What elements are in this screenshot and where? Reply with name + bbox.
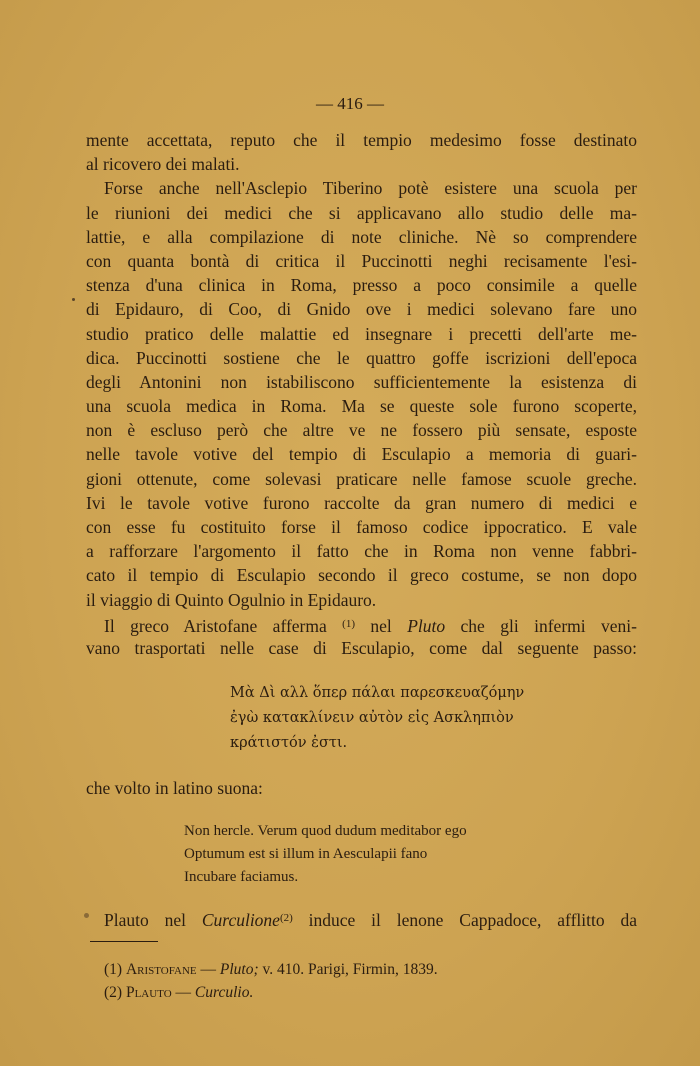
footnote	[104, 981, 438, 1004]
text-segment: gioni ottenute, come solevasi praticare nelle famose scuole greche.	[86, 468, 637, 489]
text-line	[86, 225, 637, 249]
text-line	[86, 273, 637, 297]
text-line	[86, 128, 637, 152]
latin-line: Optumum est si illum in Aesculapii fano	[184, 846, 428, 862]
text-segment: Pluto;	[219, 961, 259, 978]
text-line: che volto in latino suona:	[86, 778, 263, 798]
text-segment: (1)	[104, 961, 126, 978]
greek-quote	[230, 681, 524, 756]
text-line	[86, 152, 637, 176]
latin-line: Incubare faciamus.	[184, 869, 299, 885]
text-segment: studio pratico delle malattie ed insegnare i precetti dell'arte me-	[86, 323, 637, 344]
text-line	[86, 346, 637, 370]
text-line	[86, 370, 637, 394]
footnote-divider	[90, 941, 158, 942]
scan-speck	[72, 298, 75, 301]
text-segment: di Epidauro, di Coo, di Gnido ove i medici solevano fare uno	[86, 299, 637, 320]
text-segment: Pluto	[407, 615, 446, 636]
text-segment: Plauto nel	[104, 910, 202, 930]
text-segment: con quanta bontà di critica il Puccinotti neghi recisamente l'esi-	[86, 250, 637, 271]
text-segment: vano trasportati nelle case di Esculapio, come dal seguente passo:	[86, 637, 637, 658]
text-segment: nel	[355, 615, 408, 636]
text-segment: Plauto	[125, 984, 172, 1001]
text-segment: (2)	[104, 984, 126, 1001]
text-segment: stenza d'una clinica in Roma, presso a poco consimile a quelle	[86, 275, 637, 296]
text-segment: Ivi le tavole votive furono raccolte da gran numero di medici e	[86, 492, 637, 513]
text-segment: una scuola medica in Roma. Ma se queste sole furono scoperte,	[86, 396, 637, 417]
footnote-ref: (1)	[342, 617, 355, 630]
text-segment: Curculio.	[194, 984, 254, 1001]
text-line	[86, 442, 637, 466]
last-paragraph	[86, 906, 637, 930]
text-segment: Il greco Aristofane afferma	[104, 615, 343, 636]
footnotes	[104, 958, 438, 1004]
text-line	[86, 322, 637, 346]
text-segment: degli Antonini non istabiliscono sufficientemente la esistenza di	[86, 371, 637, 392]
text-segment: mente accettata, reputo che il tempio medesimo fosse destinato	[86, 130, 637, 150]
page-number: — 416 —	[316, 94, 384, 113]
text-line	[86, 491, 637, 515]
text-segment: lattie, e alla compilazione di note cliniche. Nè so comprendere	[86, 226, 637, 247]
text-segment: —	[196, 961, 220, 978]
text-segment: con esse fu costituito forse il famoso codice ippocratico. E vale	[86, 517, 637, 537]
text-line	[86, 249, 637, 273]
text-segment: al ricovero dei malati.	[86, 154, 240, 175]
text-line	[86, 467, 637, 491]
footnote	[104, 958, 438, 981]
text-line	[86, 394, 637, 418]
text-segment: Aristofane	[125, 961, 197, 978]
text-line	[86, 636, 637, 660]
text-line	[86, 201, 637, 225]
text-segment: Forse anche nell'Asclepio Tiberino potè esistere una scuola per	[104, 178, 637, 199]
latin-line: Non hercle. Verum quod dudum meditabor ego	[184, 823, 467, 839]
scan-speck	[84, 913, 89, 918]
text-line	[86, 418, 637, 442]
latin-quote	[184, 820, 467, 889]
text-segment: nelle tavole votive del tempio di Esculapio a memoria di guari-	[86, 444, 637, 465]
greek-line: κράτιστόν ἐστι.	[230, 735, 348, 751]
text-line	[86, 563, 637, 587]
greek-line: ἐγὼ κατακλίνειν αὐτὸν εἰς Ασκληπιὸν	[230, 710, 514, 726]
text-line	[86, 588, 637, 612]
text-segment: cato il tempio di Esculapio secondo il greco costume, se non dopo	[86, 565, 637, 586]
text-segment: v. 410. Parigi, Firmin, 1839.	[258, 961, 438, 978]
text-segment: le riunioni dei medici che si applicavano allo studio delle ma-	[86, 202, 637, 223]
text-line	[86, 176, 637, 200]
text-line	[86, 906, 637, 930]
greek-line: Μὰ Δὶ αλλ ὅπερ πάλαι παρεσκευαζόμην	[230, 685, 525, 701]
text-line	[86, 612, 637, 636]
text-segment: non è escluso però che altre ve ne fossero più sensate, esposte	[86, 420, 637, 441]
text-segment: —	[171, 984, 195, 1001]
text-segment: a rafforzare l'argomento il fatto che in Roma non venne fabbri-	[86, 541, 637, 562]
text-segment: che gli infermi veni-	[445, 615, 637, 636]
text-line	[86, 539, 637, 563]
text-line	[86, 515, 637, 539]
main-text	[86, 128, 637, 660]
text-line	[86, 297, 637, 321]
footnote-ref: (2)	[279, 912, 293, 924]
text-segment: il viaggio di Quinto Ogulnio in Epidauro.	[86, 589, 377, 610]
text-segment: induce il lenone Cappadoce, afflitto da	[292, 910, 637, 930]
bridge-paragraph	[86, 776, 637, 800]
text-segment: Curculione	[201, 910, 280, 930]
text-segment: dica. Puccinotti sostiene che le quattro goffe iscrizioni dell'epoca	[86, 347, 637, 368]
